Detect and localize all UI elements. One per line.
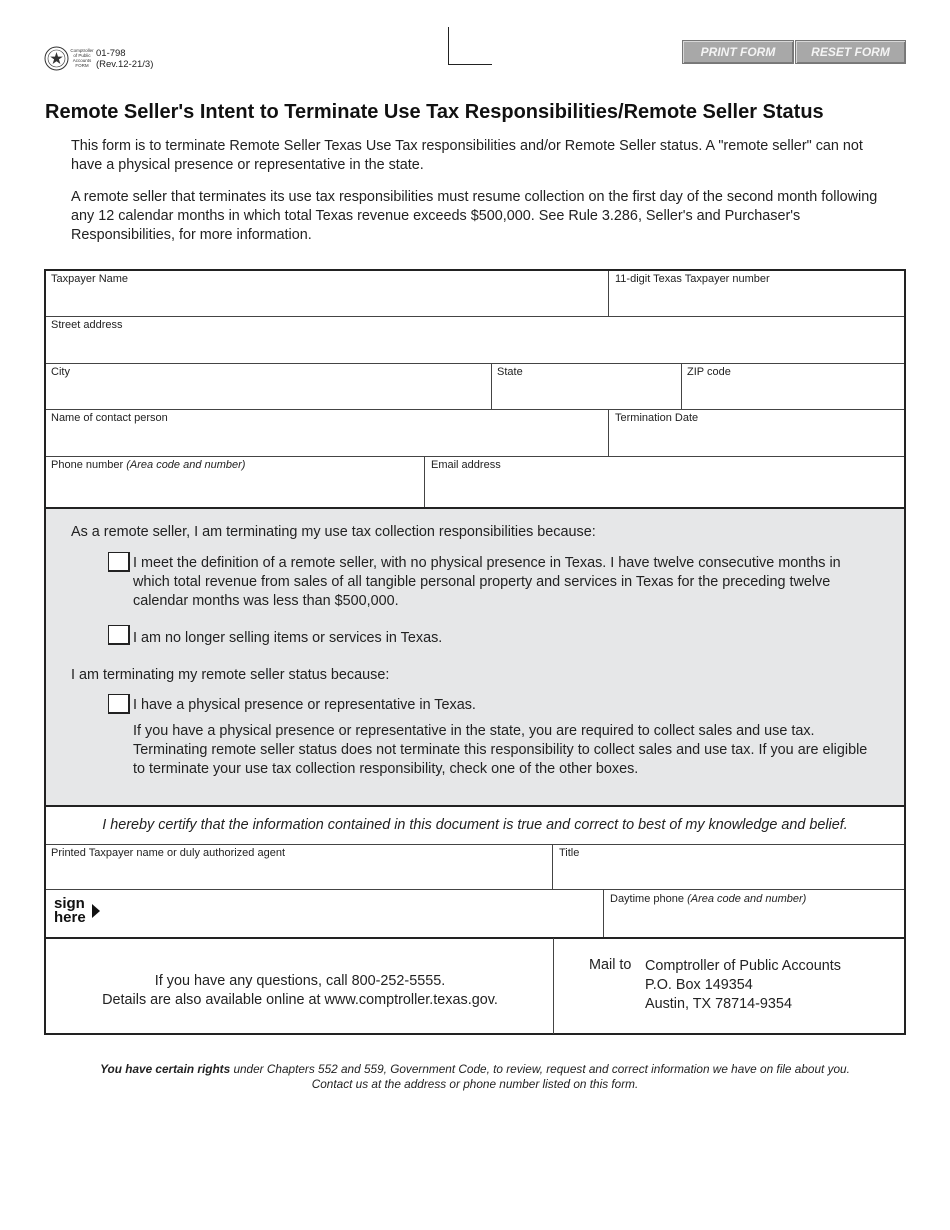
phone-label	[51, 459, 245, 471]
taxpayer-name-input[interactable]	[51, 290, 601, 312]
daytime-phone-label-text: Daytime phone	[610, 893, 684, 905]
page-title: Remote Seller's Intent to Terminate Use Tax Responsibilities/Remote Seller Status	[45, 101, 824, 123]
column-divider	[491, 363, 492, 409]
checkbox-remote-seller-definition[interactable]	[108, 552, 130, 572]
row-divider	[46, 409, 904, 410]
phone-label-text: Phone number	[51, 459, 124, 471]
state-label: State	[497, 366, 523, 378]
email-input[interactable]	[431, 477, 899, 501]
street-address-label: Street address	[51, 319, 123, 331]
section-divider	[46, 937, 904, 939]
sign-here-arrow-icon	[92, 904, 100, 918]
option-remote-seller-definition: I meet the definition of a remote seller, with no physical presence in Texas. I have twelve consecutive months in which total revenue from sales of all tangible personal property and services in Texas for the preceding twelve calendar months was less than $500,000.	[133, 555, 841, 609]
mail-address-line-3: Austin, TX 78714-9354	[645, 996, 792, 1012]
city-input[interactable]	[51, 383, 485, 405]
phone-input[interactable]	[51, 477, 417, 501]
termination-date-label: Termination Date	[615, 412, 699, 424]
row-divider	[46, 889, 904, 890]
agency-name: Comptroller of Public Accounts FORM	[70, 48, 94, 68]
zip-label: ZIP code	[687, 366, 731, 378]
email-label: Email address	[431, 459, 501, 471]
printed-name-label: Printed Taxpayer name or duly authorized agent	[51, 847, 285, 859]
signer-title-label: Title	[559, 847, 580, 859]
intro-paragraph-1: This form is to terminate Remote Seller Texas Use Tax responsibilities and/or Remote Seller status. A "remote seller" can not have a physical presence or representative in the state.	[71, 138, 863, 173]
intro-paragraph-2: A remote seller that terminates its use tax responsibilities must resume collection on the first day of the second month following any 12 calendar months in which total Texas revenue exceeds $500,000. See Rule 3.286, Seller's and Purchaser's Responsibilities, for more information.	[71, 189, 878, 243]
row-divider	[46, 316, 904, 317]
checkbox-physical-presence[interactable]	[108, 694, 130, 714]
column-divider	[552, 844, 553, 889]
street-address-input[interactable]	[51, 336, 899, 358]
use-tax-prompt: As a remote seller, I am terminating my use tax collection responsibilities because:	[71, 524, 596, 540]
corner-bracket-mark	[448, 27, 492, 65]
daytime-phone-input[interactable]	[610, 910, 900, 932]
section-divider	[46, 805, 904, 807]
phone-label-hint: (Area code and number)	[126, 459, 246, 471]
column-divider	[603, 889, 604, 937]
printed-name-input[interactable]	[51, 863, 546, 885]
contact-info	[46, 972, 554, 1010]
form-number: 01-798	[96, 48, 126, 59]
contact-person-label: Name of contact person	[51, 412, 168, 424]
certification-statement: I hereby certify that the information contained in this document is true and correct to best of my knowledge and belief.	[102, 817, 848, 833]
daytime-phone-label-hint: (Area code and number)	[687, 893, 807, 905]
reset-form-button[interactable]: RESET FORM	[795, 40, 906, 64]
option-physical-presence: I have a physical presence or representative in Texas.	[133, 697, 476, 713]
zip-input[interactable]	[687, 383, 899, 405]
column-divider	[681, 363, 682, 409]
daytime-phone-label	[610, 893, 806, 905]
row-divider	[46, 456, 904, 457]
checkbox-no-longer-selling[interactable]	[108, 625, 130, 645]
contact-person-input[interactable]	[51, 429, 601, 451]
column-divider	[424, 456, 425, 507]
comptroller-seal-icon	[44, 46, 69, 71]
form-revision: (Rev.12-21/3)	[96, 59, 154, 70]
state-input[interactable]	[497, 383, 675, 405]
rights-line-2: Contact us at the address or phone number listed on this form.	[311, 1077, 639, 1091]
row-divider	[46, 844, 904, 845]
row-divider	[46, 363, 904, 364]
print-form-button[interactable]: PRINT FORM	[682, 40, 794, 64]
city-label: City	[51, 366, 70, 378]
rights-line-1	[46, 1062, 904, 1077]
taxpayer-number-label: 11-digit Texas Taxpayer number	[615, 273, 770, 285]
signer-title-input[interactable]	[559, 863, 899, 885]
mail-to-label: Mail to	[589, 957, 632, 973]
rights-notice	[46, 1062, 904, 1092]
column-divider	[608, 409, 609, 456]
option-no-longer-selling: I am no longer selling items or services in Texas.	[133, 630, 443, 646]
termination-date-input[interactable]	[615, 429, 899, 451]
sign-here-word-1: sign	[54, 895, 85, 912]
mailing-address	[645, 957, 841, 1014]
physical-presence-note: If you have a physical presence or representative in the state, you are required to collect sales and use tax. Terminating remote seller status does not terminate this responsibility to collect sales and use tax. If you are eligible to terminate your use tax collection responsibility, check one of the other boxes.	[133, 723, 868, 777]
column-divider	[608, 271, 609, 316]
sign-here-marker	[54, 897, 86, 925]
contact-line-1: If you have any questions, call 800-252-5555.	[154, 973, 446, 989]
status-prompt: I am terminating my remote seller status because:	[71, 667, 390, 683]
rights-rest: under Chapters 552 and 559, Government Code, to review, request and correct information we have on file about you.	[233, 1062, 850, 1076]
sign-here-word-2: here	[54, 909, 86, 926]
signature-area[interactable]	[110, 892, 598, 934]
taxpayer-number-input[interactable]	[615, 290, 899, 312]
taxpayer-name-label: Taxpayer Name	[51, 273, 129, 285]
form-number-block	[96, 48, 153, 70]
rights-bold: You have certain rights	[100, 1062, 231, 1076]
mail-address-line-2: P.O. Box 149354	[645, 977, 753, 993]
contact-line-2: Details are also available online at www.comptroller.texas.gov.	[102, 992, 498, 1008]
mail-address-line-1: Comptroller of Public Accounts	[645, 958, 841, 974]
